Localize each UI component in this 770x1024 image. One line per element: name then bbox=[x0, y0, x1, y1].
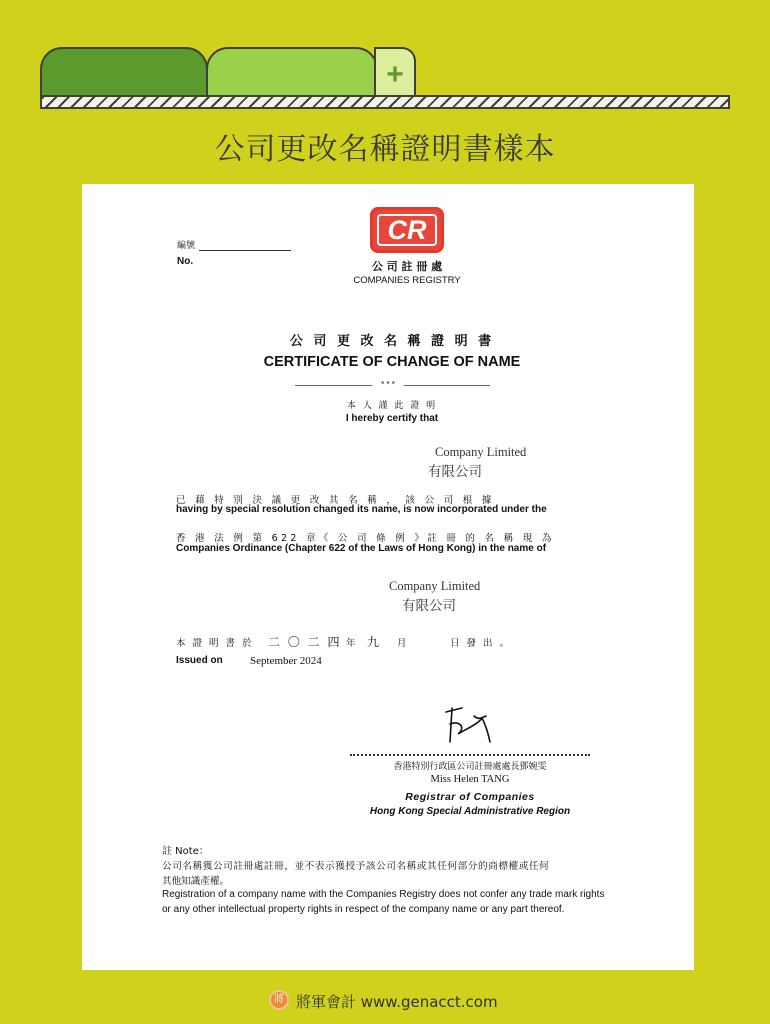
registrar-signature bbox=[438, 702, 498, 748]
certificate-paper bbox=[82, 184, 694, 970]
no-underline bbox=[199, 250, 291, 251]
certificate-title-en: CERTIFICATE OF CHANGE OF NAME bbox=[263, 354, 521, 370]
signature-line bbox=[350, 754, 590, 756]
page-title: 公司更改名稱證明書樣本 bbox=[214, 132, 556, 167]
certify-text-en: I hereby certify that bbox=[345, 413, 439, 424]
issued-date-en: September 2024 bbox=[250, 655, 322, 667]
divider-left bbox=[295, 385, 372, 386]
note-text-en-1: Registration of a company name with the Companies Registry does not confer any trade mark rights bbox=[162, 889, 605, 900]
note-text-zh-2: 其他知識產權。 bbox=[162, 876, 230, 887]
resolution-text-en: having by special resolution changed its name, is now incorporated under the bbox=[176, 504, 547, 515]
old-company-name-zh: 有限公司 bbox=[428, 464, 482, 480]
registry-name-zh: 公 司 註 冊 處 bbox=[371, 260, 443, 273]
new-company-name-en: Company Limited bbox=[389, 579, 481, 593]
ordinance-text-en: Companies Ordinance (Chapter 622 of the Laws of Hong Kong) in the name of bbox=[176, 543, 547, 554]
year-char: 年 bbox=[346, 638, 356, 649]
folder-tab-light bbox=[206, 47, 378, 97]
note-text-zh-1: 公司名稱獲公司註冊處註冊，並不表示獲授予該公司名稱或其任何部分的商標權或任何 bbox=[162, 861, 550, 872]
folder-tab-dark bbox=[40, 47, 208, 97]
new-company-name-zh: 有限公司 bbox=[402, 598, 456, 614]
logo-text: CR bbox=[377, 214, 437, 246]
issued-day-zh: 日 發 出 。 bbox=[450, 638, 512, 649]
footer-brand[interactable]: 將軍會計 www.genacct.com bbox=[296, 993, 498, 1011]
signatory-name: Miss Helen TANG bbox=[430, 774, 510, 785]
hazard-stripe-bar bbox=[40, 95, 730, 109]
genacct-logo-icon: 將 bbox=[269, 990, 289, 1010]
signatory-title-en-2: Hong Kong Special Administrative Region bbox=[369, 806, 571, 817]
add-tab-icon: + bbox=[374, 47, 416, 97]
month-char: 月 bbox=[397, 638, 407, 649]
issued-label-en: Issued on bbox=[176, 655, 223, 666]
issued-prefix-zh: 本 證 明 書 於 bbox=[176, 638, 254, 649]
note-label: 註 Note： bbox=[162, 846, 209, 857]
certify-text-zh: 本 人 謹 此 證 明 bbox=[346, 401, 438, 411]
issued-year-zh: 二 〇 二 四 bbox=[268, 635, 342, 649]
ordinance-text-zh: 香 港 法 例 第 622 章《 公 司 條 例 》註 冊 的 名 稱 現 為 bbox=[176, 533, 555, 544]
note-text-en-2: or any other intellectual property rights in respect of the company name or any part thereof. bbox=[162, 904, 565, 915]
no-label-zh: 編號 bbox=[177, 241, 196, 251]
no-label-en: No. bbox=[177, 256, 194, 267]
companies-registry-logo bbox=[370, 207, 444, 253]
resolution-text-zh: 已 藉 特 別 決 議 更 改 其 名 稱 ， 該 公 司 根 據 bbox=[176, 495, 495, 506]
signatory-title-en-1: Registrar of Companies bbox=[405, 791, 535, 803]
registry-name-en: COMPANIES REGISTRY bbox=[353, 275, 461, 286]
old-company-name-en: Company Limited bbox=[435, 445, 527, 459]
certificate-title-zh: 公 司 更 改 名 稱 證 明 書 bbox=[289, 334, 495, 349]
signatory-title-zh: 香港特別行政區公司註冊處處長鄧婉雯 bbox=[393, 762, 547, 772]
divider-stars: * * * bbox=[381, 380, 395, 389]
issued-month-zh: 九 bbox=[367, 635, 380, 649]
divider-right bbox=[404, 385, 490, 386]
